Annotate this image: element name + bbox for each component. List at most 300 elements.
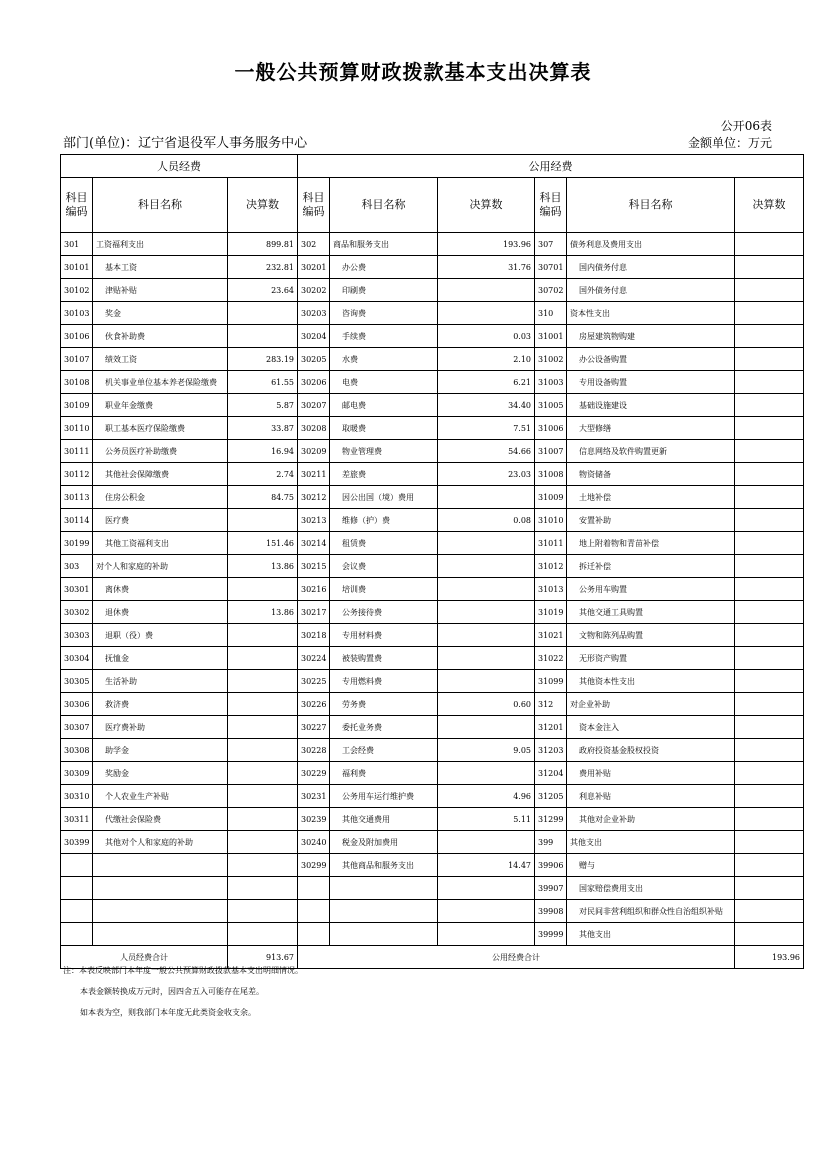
amount-value	[735, 877, 804, 900]
subject-code: 30215	[298, 555, 330, 578]
subject-name: 公务用车运行维护费	[330, 785, 438, 808]
amount-value	[228, 325, 298, 348]
subject-code: 30217	[298, 601, 330, 624]
amount-value	[735, 601, 804, 624]
subject-name: 助学金	[93, 739, 228, 762]
subject-code: 30106	[61, 325, 93, 348]
amount-value	[735, 785, 804, 808]
amount-value	[735, 417, 804, 440]
subject-code: 39908	[535, 900, 567, 923]
subject-name: 租赁费	[330, 532, 438, 555]
subject-code: 31009	[535, 486, 567, 509]
table-row	[61, 279, 804, 302]
amount-value	[735, 509, 804, 532]
subject-code: 30213	[298, 509, 330, 532]
subject-code: 30110	[61, 417, 93, 440]
amount-value: 2.10	[438, 348, 535, 371]
subject-name: 利息补贴	[567, 785, 735, 808]
subject-code: 31299	[535, 808, 567, 831]
subject-name: 对企业补助	[567, 693, 735, 716]
subject-name: 职业年金缴费	[93, 394, 228, 417]
subject-name: 其他交通费用	[330, 808, 438, 831]
subject-code: 30309	[61, 762, 93, 785]
amount-value	[735, 854, 804, 877]
amount-value	[228, 808, 298, 831]
subject-name: 咨询费	[330, 302, 438, 325]
subject-code: 30304	[61, 647, 93, 670]
subject-name: 对民间非营利组织和群众性自治组织补贴	[567, 900, 735, 923]
subject-code: 30108	[61, 371, 93, 394]
subject-name: 税金及附加费用	[330, 831, 438, 854]
public-total-label: 公用经费合计	[298, 946, 735, 969]
subject-name: 手续费	[330, 325, 438, 348]
subject-name: 国外债务付息	[567, 279, 735, 302]
amount-value	[438, 647, 535, 670]
expenditure-table	[60, 154, 804, 969]
subject-code: 30103	[61, 302, 93, 325]
subject-code: 30225	[298, 670, 330, 693]
subject-name: 对个人和家庭的补助	[93, 555, 228, 578]
table-row	[61, 509, 804, 532]
amount-value	[735, 831, 804, 854]
subject-code: 30209	[298, 440, 330, 463]
subject-code: 30203	[298, 302, 330, 325]
subject-code: 30212	[298, 486, 330, 509]
table-row	[61, 739, 804, 762]
subject-name: 福利费	[330, 762, 438, 785]
subject-code: 39906	[535, 854, 567, 877]
amount-value	[228, 762, 298, 785]
subject-code: 31008	[535, 463, 567, 486]
subject-name	[93, 900, 228, 923]
table-row	[61, 854, 804, 877]
table-row	[61, 394, 804, 417]
subject-code: 31003	[535, 371, 567, 394]
subject-code: 39999	[535, 923, 567, 946]
subject-code: 31203	[535, 739, 567, 762]
subject-name: 津贴补贴	[93, 279, 228, 302]
subject-code: 30201	[298, 256, 330, 279]
amount-value: 151.46	[228, 532, 298, 555]
note-line: 如本表为空，则我部门本年度无此类资金收支余。	[80, 1008, 256, 1017]
subject-name: 土地补偿	[567, 486, 735, 509]
amount-value	[438, 302, 535, 325]
amount-value	[438, 670, 535, 693]
subject-name: 取暖费	[330, 417, 438, 440]
subject-name: 其他支出	[567, 923, 735, 946]
table-row	[61, 256, 804, 279]
subject-name: 无形资产购置	[567, 647, 735, 670]
subject-name: 奖励金	[93, 762, 228, 785]
subject-code: 30111	[61, 440, 93, 463]
subject-code: 30240	[298, 831, 330, 854]
header-group-row	[61, 155, 804, 178]
subject-name: 物资储备	[567, 463, 735, 486]
subject-code: 312	[535, 693, 567, 716]
subject-code: 30226	[298, 693, 330, 716]
subject-name: 机关事业单位基本养老保险缴费	[93, 371, 228, 394]
subject-name: 救济费	[93, 693, 228, 716]
amount-value: 0.03	[438, 325, 535, 348]
code-header: 科目 编码	[535, 178, 567, 233]
subject-code: 31013	[535, 578, 567, 601]
subject-code: 30206	[298, 371, 330, 394]
table-row	[61, 440, 804, 463]
amount-value	[228, 877, 298, 900]
subject-name: 职工基本医疗保险缴费	[93, 417, 228, 440]
amount-value	[438, 923, 535, 946]
subject-name: 电费	[330, 371, 438, 394]
subject-name: 公务员医疗补助缴费	[93, 440, 228, 463]
amount-value	[438, 762, 535, 785]
subject-code: 30231	[298, 785, 330, 808]
amount-value: 34.40	[438, 394, 535, 417]
subject-code: 31010	[535, 509, 567, 532]
subject-code: 30239	[298, 808, 330, 831]
subject-code: 30228	[298, 739, 330, 762]
amount-header: 决算数	[228, 178, 298, 233]
amount-value: 2.74	[228, 463, 298, 486]
name-header: 科目名称	[567, 178, 735, 233]
subject-code: 30227	[298, 716, 330, 739]
amount-value	[735, 463, 804, 486]
subject-code: 31002	[535, 348, 567, 371]
amount-value	[735, 624, 804, 647]
subject-name: 其他商品和服务支出	[330, 854, 438, 877]
table-row	[61, 233, 804, 256]
subject-name: 拆迁补偿	[567, 555, 735, 578]
subject-name: 专用燃料费	[330, 670, 438, 693]
subject-name: 其他交通工具购置	[567, 601, 735, 624]
subject-code: 30101	[61, 256, 93, 279]
amount-value	[735, 670, 804, 693]
amount-value: 9.05	[438, 739, 535, 762]
subject-code: 31006	[535, 417, 567, 440]
subject-name	[330, 900, 438, 923]
subject-name: 安置补助	[567, 509, 735, 532]
subject-name: 其他资本性支出	[567, 670, 735, 693]
table-row	[61, 325, 804, 348]
subject-code	[61, 900, 93, 923]
subject-name	[93, 877, 228, 900]
subject-name: 医疗费	[93, 509, 228, 532]
amount-value: 84.75	[228, 486, 298, 509]
amount-value	[228, 900, 298, 923]
subject-code: 310	[535, 302, 567, 325]
form-number: 公开06表	[720, 119, 772, 133]
subject-name: 费用补贴	[567, 762, 735, 785]
subject-name	[93, 923, 228, 946]
amount-value	[438, 555, 535, 578]
amount-value: 5.87	[228, 394, 298, 417]
subject-code: 30216	[298, 578, 330, 601]
amount-value: 14.47	[438, 854, 535, 877]
amount-value: 31.76	[438, 256, 535, 279]
subject-name: 维修（护）费	[330, 509, 438, 532]
subject-code	[61, 923, 93, 946]
subject-code: 30702	[535, 279, 567, 302]
subject-name: 国家赔偿费用支出	[567, 877, 735, 900]
subject-code: 39907	[535, 877, 567, 900]
subject-name: 个人农业生产补贴	[93, 785, 228, 808]
amount-value: 61.55	[228, 371, 298, 394]
subject-code: 30301	[61, 578, 93, 601]
code-header: 科目 编码	[61, 178, 93, 233]
subject-name: 会议费	[330, 555, 438, 578]
subject-name: 工会经费	[330, 739, 438, 762]
subject-name: 债务利息及费用支出	[567, 233, 735, 256]
personnel-total-value: 913.67	[228, 946, 298, 969]
subject-name: 物业管理费	[330, 440, 438, 463]
subject-name: 住房公积金	[93, 486, 228, 509]
amount-value: 5.11	[438, 808, 535, 831]
subject-name: 差旅费	[330, 463, 438, 486]
amount-value	[228, 854, 298, 877]
public-header: 公用经费	[298, 155, 804, 178]
table-row	[61, 371, 804, 394]
subject-code: 30207	[298, 394, 330, 417]
amount-value	[438, 601, 535, 624]
amount-value: 232.81	[228, 256, 298, 279]
code-header: 科目 编码	[298, 178, 330, 233]
amount-value	[735, 716, 804, 739]
subject-name: 办公费	[330, 256, 438, 279]
subject-name: 离休费	[93, 578, 228, 601]
notes	[63, 960, 303, 1023]
amount-value	[735, 693, 804, 716]
subject-name: 国内债务付息	[567, 256, 735, 279]
page-title: 一般公共预算财政拨款基本支出决算表	[234, 60, 592, 84]
subject-name: 水费	[330, 348, 438, 371]
amount-value	[228, 647, 298, 670]
amount-value	[438, 716, 535, 739]
amount-value	[438, 877, 535, 900]
amount-value	[735, 762, 804, 785]
subject-name: 基本工资	[93, 256, 228, 279]
amount-value: 23.03	[438, 463, 535, 486]
amount-value	[735, 647, 804, 670]
subject-code: 30202	[298, 279, 330, 302]
subject-code: 30302	[61, 601, 93, 624]
amount-value	[438, 900, 535, 923]
table-row	[61, 348, 804, 371]
amount-value: 193.96	[438, 233, 535, 256]
table-row	[61, 463, 804, 486]
subject-name: 信息网络及软件购置更新	[567, 440, 735, 463]
amount-value	[735, 555, 804, 578]
amount-value: 283.19	[228, 348, 298, 371]
amount-value	[228, 716, 298, 739]
subject-name: 劳务费	[330, 693, 438, 716]
amount-value	[438, 532, 535, 555]
subject-name: 其他对个人和家庭的补助	[93, 831, 228, 854]
subject-code: 31005	[535, 394, 567, 417]
subject-code: 30114	[61, 509, 93, 532]
subject-code: 31019	[535, 601, 567, 624]
subject-name: 专用材料费	[330, 624, 438, 647]
subject-code: 303	[61, 555, 93, 578]
table-row	[61, 900, 804, 923]
amount-value: 7.51	[438, 417, 535, 440]
amount-value	[735, 808, 804, 831]
subject-code: 30311	[61, 808, 93, 831]
table-row	[61, 417, 804, 440]
table-row	[61, 486, 804, 509]
amount-value	[735, 739, 804, 762]
subject-code: 30701	[535, 256, 567, 279]
subject-code: 30224	[298, 647, 330, 670]
subject-name	[330, 877, 438, 900]
amount-value: 13.86	[228, 601, 298, 624]
subject-code: 30204	[298, 325, 330, 348]
amount-value: 4.96	[438, 785, 535, 808]
subject-code: 30211	[298, 463, 330, 486]
subject-code: 31022	[535, 647, 567, 670]
amount-value: 6.21	[438, 371, 535, 394]
subject-code: 30308	[61, 739, 93, 762]
table-row	[61, 877, 804, 900]
amount-value	[228, 923, 298, 946]
subject-name: 商品和服务支出	[330, 233, 438, 256]
amount-value	[228, 739, 298, 762]
table-row	[61, 578, 804, 601]
subject-code: 30303	[61, 624, 93, 647]
subject-name: 文物和陈列品购置	[567, 624, 735, 647]
subject-code: 301	[61, 233, 93, 256]
amount-value	[735, 302, 804, 325]
subject-name: 公务用车购置	[567, 578, 735, 601]
table-row	[61, 716, 804, 739]
subject-code: 30306	[61, 693, 93, 716]
subject-name: 工资福利支出	[93, 233, 228, 256]
unit-label: 金额单位：万元	[687, 136, 772, 150]
amount-value	[228, 785, 298, 808]
amount-value	[735, 233, 804, 256]
table-row	[61, 670, 804, 693]
amount-value	[438, 578, 535, 601]
subject-code: 399	[535, 831, 567, 854]
table-row	[61, 532, 804, 555]
table-row	[61, 808, 804, 831]
amount-value	[228, 578, 298, 601]
amount-value	[735, 394, 804, 417]
table-row	[61, 831, 804, 854]
amount-value	[228, 670, 298, 693]
personnel-header: 人员经费	[61, 155, 298, 178]
subject-code: 30199	[61, 532, 93, 555]
subject-code: 30109	[61, 394, 93, 417]
amount-value: 16.94	[228, 440, 298, 463]
subject-name: 其他支出	[567, 831, 735, 854]
subject-code: 31012	[535, 555, 567, 578]
subject-name: 政府投资基金股权投资	[567, 739, 735, 762]
subject-code: 30214	[298, 532, 330, 555]
subject-code: 31205	[535, 785, 567, 808]
amount-value	[735, 325, 804, 348]
amount-value: 899.81	[228, 233, 298, 256]
subject-name: 大型修缮	[567, 417, 735, 440]
subject-code: 31007	[535, 440, 567, 463]
subject-name: 公务接待费	[330, 601, 438, 624]
subject-code: 30310	[61, 785, 93, 808]
subject-code: 30299	[298, 854, 330, 877]
note-line: 注：本表反映部门本年度一般公共预算财政拨款基本支出明细情况。	[63, 966, 303, 975]
subject-name: 其他工资福利支出	[93, 532, 228, 555]
name-header: 科目名称	[93, 178, 228, 233]
subject-code	[298, 900, 330, 923]
table-row	[61, 762, 804, 785]
amount-value: 13.86	[228, 555, 298, 578]
table-row	[61, 302, 804, 325]
subject-code: 30112	[61, 463, 93, 486]
subject-name: 退休费	[93, 601, 228, 624]
subject-name: 抚恤金	[93, 647, 228, 670]
subject-name	[330, 923, 438, 946]
subject-code	[61, 854, 93, 877]
subject-code: 30113	[61, 486, 93, 509]
subject-name: 地上附着物和青苗补偿	[567, 532, 735, 555]
table-row	[61, 785, 804, 808]
subject-code: 307	[535, 233, 567, 256]
amount-value	[438, 624, 535, 647]
amount-value	[735, 440, 804, 463]
subject-name	[93, 854, 228, 877]
subject-name: 其他对企业补助	[567, 808, 735, 831]
subject-name: 邮电费	[330, 394, 438, 417]
subject-code: 30218	[298, 624, 330, 647]
subject-name: 印刷费	[330, 279, 438, 302]
subject-name: 基础设施建设	[567, 394, 735, 417]
subject-name: 资本性支出	[567, 302, 735, 325]
amount-value: 0.60	[438, 693, 535, 716]
subject-name: 绩效工资	[93, 348, 228, 371]
table-row	[61, 624, 804, 647]
amount-header: 决算数	[735, 178, 804, 233]
subject-name: 委托业务费	[330, 716, 438, 739]
subject-name: 被装购置费	[330, 647, 438, 670]
table-row	[61, 555, 804, 578]
name-header: 科目名称	[330, 178, 438, 233]
amount-value	[735, 256, 804, 279]
subject-name: 赠与	[567, 854, 735, 877]
subject-name: 奖金	[93, 302, 228, 325]
public-total-value: 193.96	[735, 946, 804, 969]
note-line: 本表金额转换成万元时，因四舍五入可能存在尾差。	[80, 987, 264, 996]
subject-code: 30107	[61, 348, 93, 371]
subject-code	[298, 923, 330, 946]
amount-value	[735, 578, 804, 601]
amount-value	[438, 279, 535, 302]
table-row	[61, 693, 804, 716]
subject-name: 资本金注入	[567, 716, 735, 739]
amount-value	[228, 693, 298, 716]
amount-value	[228, 624, 298, 647]
amount-value	[735, 532, 804, 555]
subject-name: 因公出国（境）费用	[330, 486, 438, 509]
subject-name: 伙食补助费	[93, 325, 228, 348]
subject-code: 31204	[535, 762, 567, 785]
amount-value	[438, 831, 535, 854]
subject-name: 医疗费补助	[93, 716, 228, 739]
amount-value	[228, 831, 298, 854]
subject-code: 30102	[61, 279, 93, 302]
subject-code: 30208	[298, 417, 330, 440]
subject-code: 30399	[61, 831, 93, 854]
amount-value	[735, 923, 804, 946]
amount-value: 0.08	[438, 509, 535, 532]
subject-name: 代缴社会保险费	[93, 808, 228, 831]
personnel-total-label: 人员经费合计	[61, 946, 228, 969]
